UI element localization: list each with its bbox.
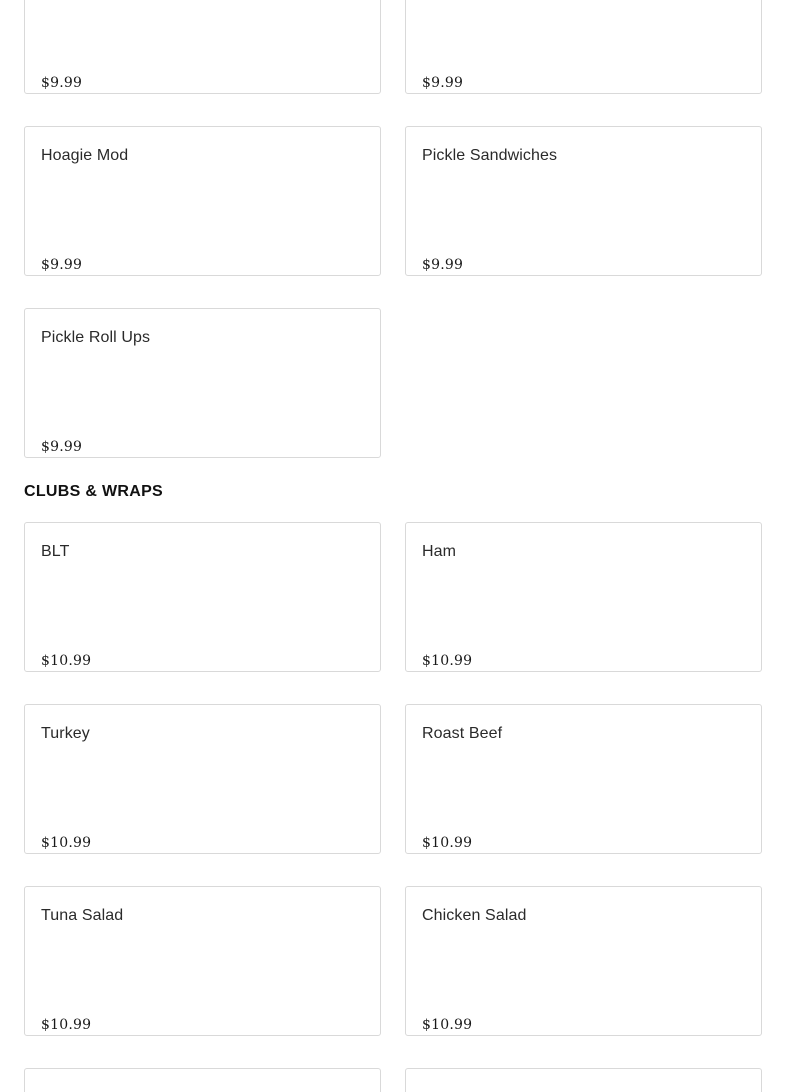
- menu-item-name: Turkey: [41, 725, 90, 742]
- menu-item-price: $10.99: [422, 835, 473, 851]
- menu-item-price: $10.99: [41, 653, 92, 669]
- menu-item-card-pickle-sandwiches[interactable]: [405, 126, 762, 276]
- menu-item-name: Ham: [422, 543, 457, 560]
- menu-item-card-chicken-salad[interactable]: [405, 886, 762, 1036]
- menu-item-price: $9.99: [41, 439, 83, 455]
- section-title-clubs-wraps: CLUBS & WRAPS: [24, 483, 164, 500]
- menu-item-name: BLT: [41, 543, 70, 560]
- menu-item-name: Tuna Salad: [41, 907, 124, 924]
- menu-item-name: Hoagie Mod: [41, 147, 129, 164]
- menu-item-card[interactable]: [24, 1068, 381, 1092]
- menu-item-card-pickle-roll-ups[interactable]: [24, 308, 381, 458]
- menu-item-card-hoagie-mod[interactable]: [24, 126, 381, 276]
- menu-item-price: $10.99: [422, 653, 473, 669]
- menu-item-name: Roast Beef: [422, 725, 503, 742]
- menu-item-card[interactable]: [24, 0, 381, 94]
- menu-item-name: Pickle Sandwiches: [422, 147, 558, 164]
- menu-item-price: $9.99: [41, 257, 83, 273]
- menu-item-price: $10.99: [41, 835, 92, 851]
- menu-item-name: Pickle Roll Ups: [41, 329, 151, 346]
- menu-item-price: $10.99: [422, 1017, 473, 1033]
- menu-item-price: $9.99: [41, 75, 83, 91]
- menu-item-price: $9.99: [422, 257, 464, 273]
- menu-item-card[interactable]: [405, 0, 762, 94]
- menu-item-name: Chicken Salad: [422, 907, 527, 924]
- menu-item-card-roast-beef[interactable]: [405, 704, 762, 854]
- menu-item-card-ham[interactable]: [405, 522, 762, 672]
- menu-item-price: $10.99: [41, 1017, 92, 1033]
- menu-item-card-tuna-salad[interactable]: [24, 886, 381, 1036]
- menu-item-card-turkey[interactable]: [24, 704, 381, 854]
- menu-item-card[interactable]: [405, 1068, 762, 1092]
- menu-item-price: $9.99: [422, 75, 464, 91]
- menu-item-card-blt[interactable]: [24, 522, 381, 672]
